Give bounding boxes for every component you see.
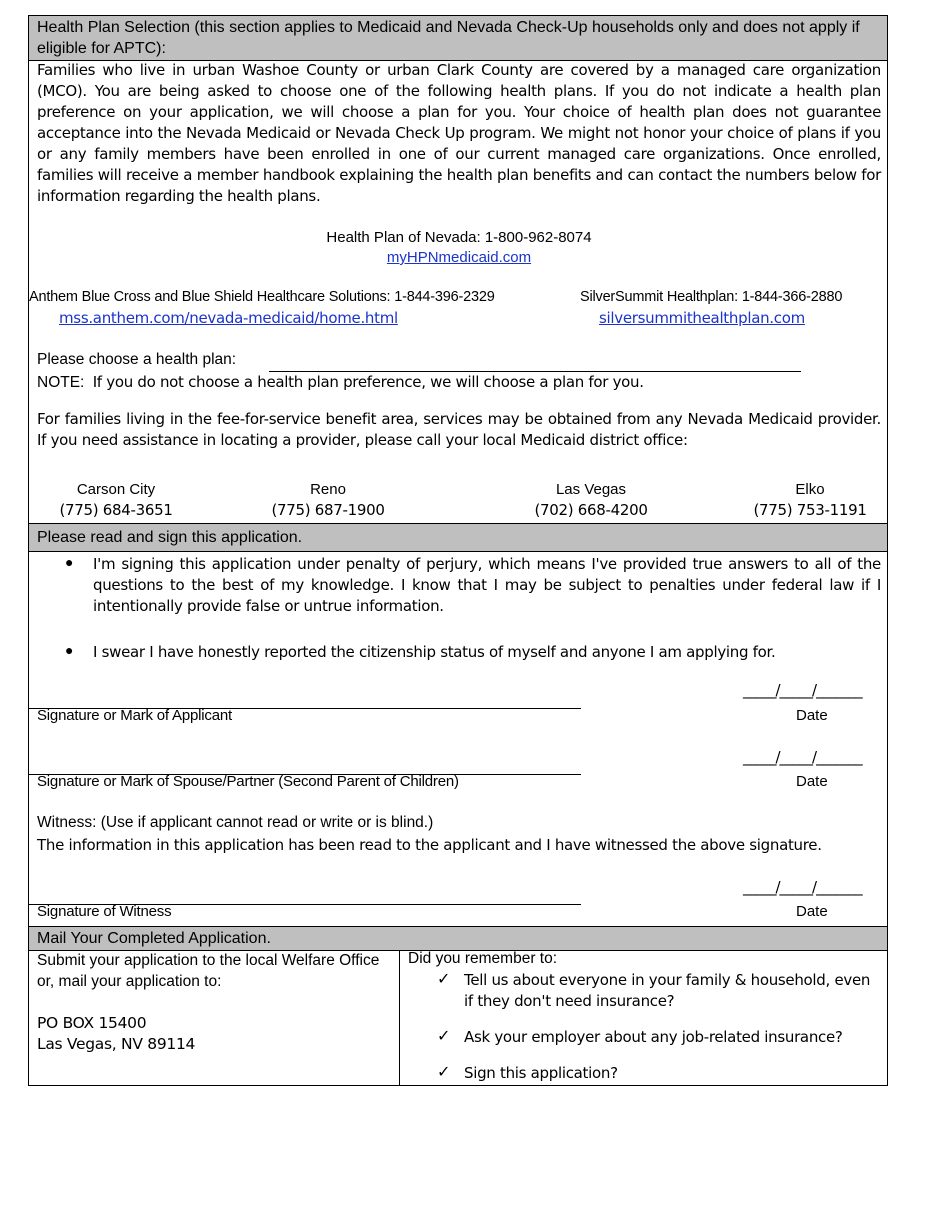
witness-date-field[interactable]: _____/_____/_______ bbox=[743, 878, 862, 896]
office-phone: (775) 753-1191 bbox=[753, 501, 867, 519]
applicant-signature-line[interactable] bbox=[29, 688, 581, 709]
office-city: Elko bbox=[795, 481, 825, 498]
office-phone: (775) 687-1900 bbox=[271, 501, 385, 519]
note-line bbox=[37, 372, 644, 393]
witness-text: The information in this application has been read to the applicant and I have witnessed the above signature. bbox=[37, 836, 822, 854]
applicant-signature-label: Signature or Mark of Applicant bbox=[37, 707, 232, 724]
note-label: NOTE: bbox=[37, 374, 85, 391]
health-plan-intro: Families who live in urban Washoe County or urban Clark County are covered by a managed care organization (MCO). You are being asked to choose one of the following health plans. If you do not indicate a health plan preference on your application, we will choose a plan for you. Your choice of health plan does not guarantee acceptance into the Nevada Medicaid or Nevada Check Up program. We might not honor your choice of plans if you or any family members have been enrolled in one of our current managed care organizations. Once enrolled, families will receive a member handbook explaining the health plan benefits and can contact the numbers below for information regarding the health plans. bbox=[37, 61, 881, 205]
reminder-item: Ask your employer about any job-related insurance? bbox=[464, 1028, 843, 1046]
choose-plan-label: Please choose a health plan: bbox=[37, 351, 237, 368]
office-carson-city bbox=[51, 479, 181, 521]
plan-silversummit-link[interactable]: silversummithealthplan.com bbox=[599, 309, 805, 327]
plan-hpn bbox=[29, 228, 889, 268]
check-icon: ✓ bbox=[437, 971, 451, 988]
reminder-item: Sign this application? bbox=[464, 1064, 618, 1082]
bullet-citizenship: I swear I have honestly reported the citizenship status of myself and anyone I am applying for. bbox=[93, 643, 776, 661]
applicant-date-label: Date bbox=[796, 707, 828, 724]
mail-address-line2: Las Vegas, NV 89114 bbox=[37, 1035, 196, 1053]
reminder-item: Tell us about everyone in your family & household, even if they don't need insurance? bbox=[464, 971, 871, 1010]
spouse-date-label: Date bbox=[796, 773, 828, 790]
ffs-text: For families living in the fee-for-service benefit area, services may be obtained from any Nevada Medicaid provider. If you need assistance in locating a provider, please call your local Medicaid district office: bbox=[37, 410, 881, 449]
office-city: Reno bbox=[310, 481, 346, 498]
plan-anthem-phone: Anthem Blue Cross and Blue Shield Healthcare Solutions: 1-844-396-2329 bbox=[29, 289, 495, 305]
office-city: Las Vegas bbox=[555, 481, 627, 498]
plan-anthem-link[interactable]: mss.anthem.com/nevada-medicaid/home.html bbox=[59, 309, 398, 327]
check-icon: ✓ bbox=[437, 1028, 451, 1045]
office-phone: (702) 668-4200 bbox=[534, 501, 648, 519]
bullet-dot: ● bbox=[65, 642, 74, 658]
office-elko bbox=[745, 479, 875, 521]
submit-text: Submit your application to the local Welfare Office or, mail your application to: bbox=[37, 952, 380, 990]
spouse-signature-label: Signature or Mark of Spouse/Partner (Second Parent of Children) bbox=[37, 773, 459, 790]
witness-title: Witness: (Use if applicant cannot read or write or is blind.) bbox=[37, 814, 434, 831]
office-las-vegas bbox=[526, 479, 656, 521]
bullet-dot: ● bbox=[65, 554, 74, 570]
spouse-signature-line[interactable] bbox=[29, 754, 581, 775]
mail-address-line1: PO BOX 15400 bbox=[37, 1014, 147, 1032]
choose-plan-field[interactable] bbox=[269, 351, 801, 372]
spouse-date-field[interactable]: _____/_____/_______ bbox=[743, 748, 862, 766]
office-reno bbox=[263, 479, 393, 521]
sign-section bbox=[28, 523, 888, 927]
office-phone: (775) 684-3651 bbox=[59, 501, 173, 519]
sign-header: Please read and sign this application. bbox=[29, 524, 887, 551]
bullet-perjury: I'm signing this application under penalty of perjury, which means I've provided true answers to all of the questions to the best of my knowledge. I know that I may be subject to penalties under federal law if I intentionally provide false or untrue information. bbox=[93, 555, 881, 615]
applicant-date-field[interactable]: _____/_____/_______ bbox=[743, 681, 862, 699]
health-plan-section bbox=[28, 15, 888, 524]
check-icon: ✓ bbox=[437, 1064, 451, 1081]
plan-hpn-phone: Health Plan of Nevada: 1-800-962-8074 bbox=[326, 229, 592, 246]
witness-date-label: Date bbox=[796, 903, 828, 920]
note-text: If you do not choose a health plan preference, we will choose a plan for you. bbox=[92, 373, 644, 391]
office-city: Carson City bbox=[76, 481, 156, 498]
mail-header: Mail Your Completed Application. bbox=[29, 927, 887, 950]
remember-title: Did you remember to: bbox=[408, 950, 558, 967]
mail-section bbox=[28, 926, 888, 1086]
plan-silversummit-phone: SilverSummit Healthplan: 1-844-366-2880 bbox=[580, 289, 843, 305]
health-plan-header: Health Plan Selection (this section applies to Medicaid and Nevada Check-Up households only and does not apply if eligible for APTC): bbox=[29, 16, 887, 60]
witness-signature-line[interactable] bbox=[29, 884, 581, 905]
witness-signature-label: Signature of Witness bbox=[37, 903, 172, 920]
plan-hpn-link[interactable]: myHPNmedicaid.com bbox=[386, 249, 532, 266]
